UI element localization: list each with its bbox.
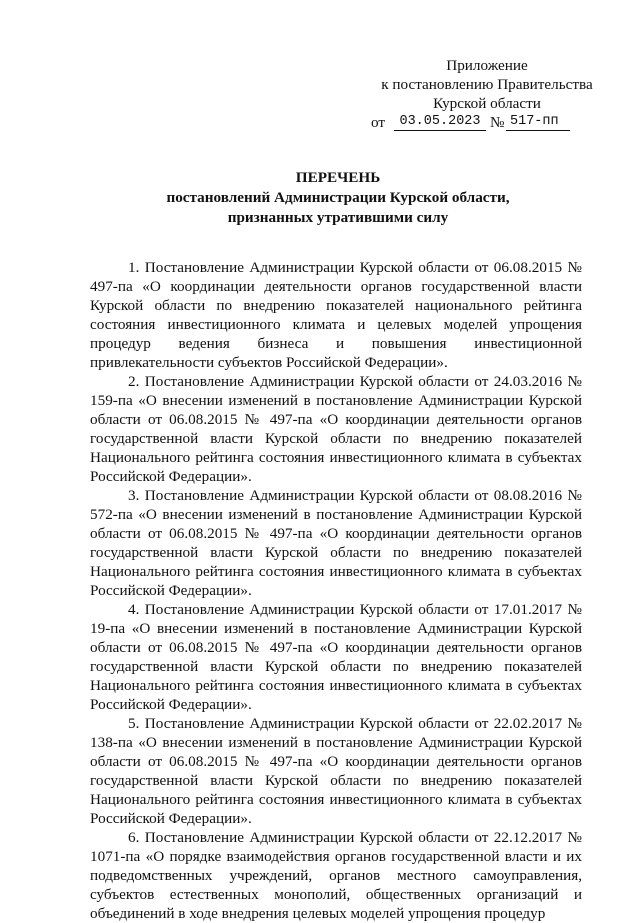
resolution-number: 517-пп: [506, 113, 570, 131]
list-item: 2. Постановление Администрации Курской области от 24.03.2016 № 159-па «О внесении изменений в постановление Администрации Курской области от 06.08.2015 № 497-па «О координации деятельности органов государственной власти Курской области по внедрению показателей Национального рейтинга состояния инвестиционного климата в субъектах Российской Федерации».: [90, 373, 582, 485]
document-title: [90, 168, 586, 228]
appendix-header: [362, 56, 612, 132]
list-item: 1. Постановление Администрации Курской области от 06.08.2015 № 497-па «О координации деятельности органов государственной власти Курской области по внедрению показателей национального рейтинга состояния инвестиционного климата и целевых моделей упрощения процедур ведения бизнеса и повышения инвестиционной привлекательности субъектов Российской Федерации».: [90, 259, 582, 371]
title-heading: ПЕРЕЧЕНЬ: [295, 169, 381, 186]
list-item: 5. Постановление Администрации Курской области от 22.02.2017 № 138-па «О внесении изменений в постановление Администрации Курской области от 06.08.2015 № 497-па «О координации деятельности органов государственной власти Курской области по внедрению показателей Национального рейтинга состояния инвестиционного климата в субъектах Российской Федерации».: [90, 715, 582, 827]
appendix-resolution-line: к постановлению Правительства: [381, 76, 593, 93]
title-subtitle-line-1: постановлений Администрации Курской области,: [166, 189, 510, 206]
list-item: 6. Постановление Администрации Курской области от 22.12.2017 № 1071-па «О порядке взаимодействия органов государственной власти и их подведомственных учреждений, органов местного самоуправления, субъектов естественных монополий, общественных организаций и объединений в ходе внедрения целевых моделей упрощения процедур: [90, 829, 582, 922]
title-subtitle-line-2: признанных утратившими силу: [227, 209, 449, 226]
appendix-label: Приложение: [446, 57, 528, 74]
list-item: 4. Постановление Администрации Курской области от 17.01.2017 № 19-па «О внесении изменений в постановление Администрации Курской области от 06.08.2015 № 497-па «О координации деятельности органов государственной власти Курской области по внедрению показателей Национального рейтинга состояния инвестиционного климата в субъектах Российской Федерации».: [90, 601, 582, 713]
appendix-region-line: Курской области: [433, 95, 541, 112]
number-sign: №: [490, 114, 505, 131]
list-item: 3. Постановление Администрации Курской области от 08.08.2016 № 572-па «О внесении изменений в постановление Администрации Курской области от 06.08.2015 № 497-па «О координации деятельности органов государственной власти Курской области по внедрению показателей Национального рейтинга состояния инвестиционного климата в субъектах Российской Федерации».: [90, 487, 582, 599]
resolution-date: 03.05.2023: [394, 113, 486, 131]
resolutions-list: [90, 258, 582, 923]
date-prefix: от: [371, 114, 386, 131]
appendix-date-line: [362, 113, 612, 132]
